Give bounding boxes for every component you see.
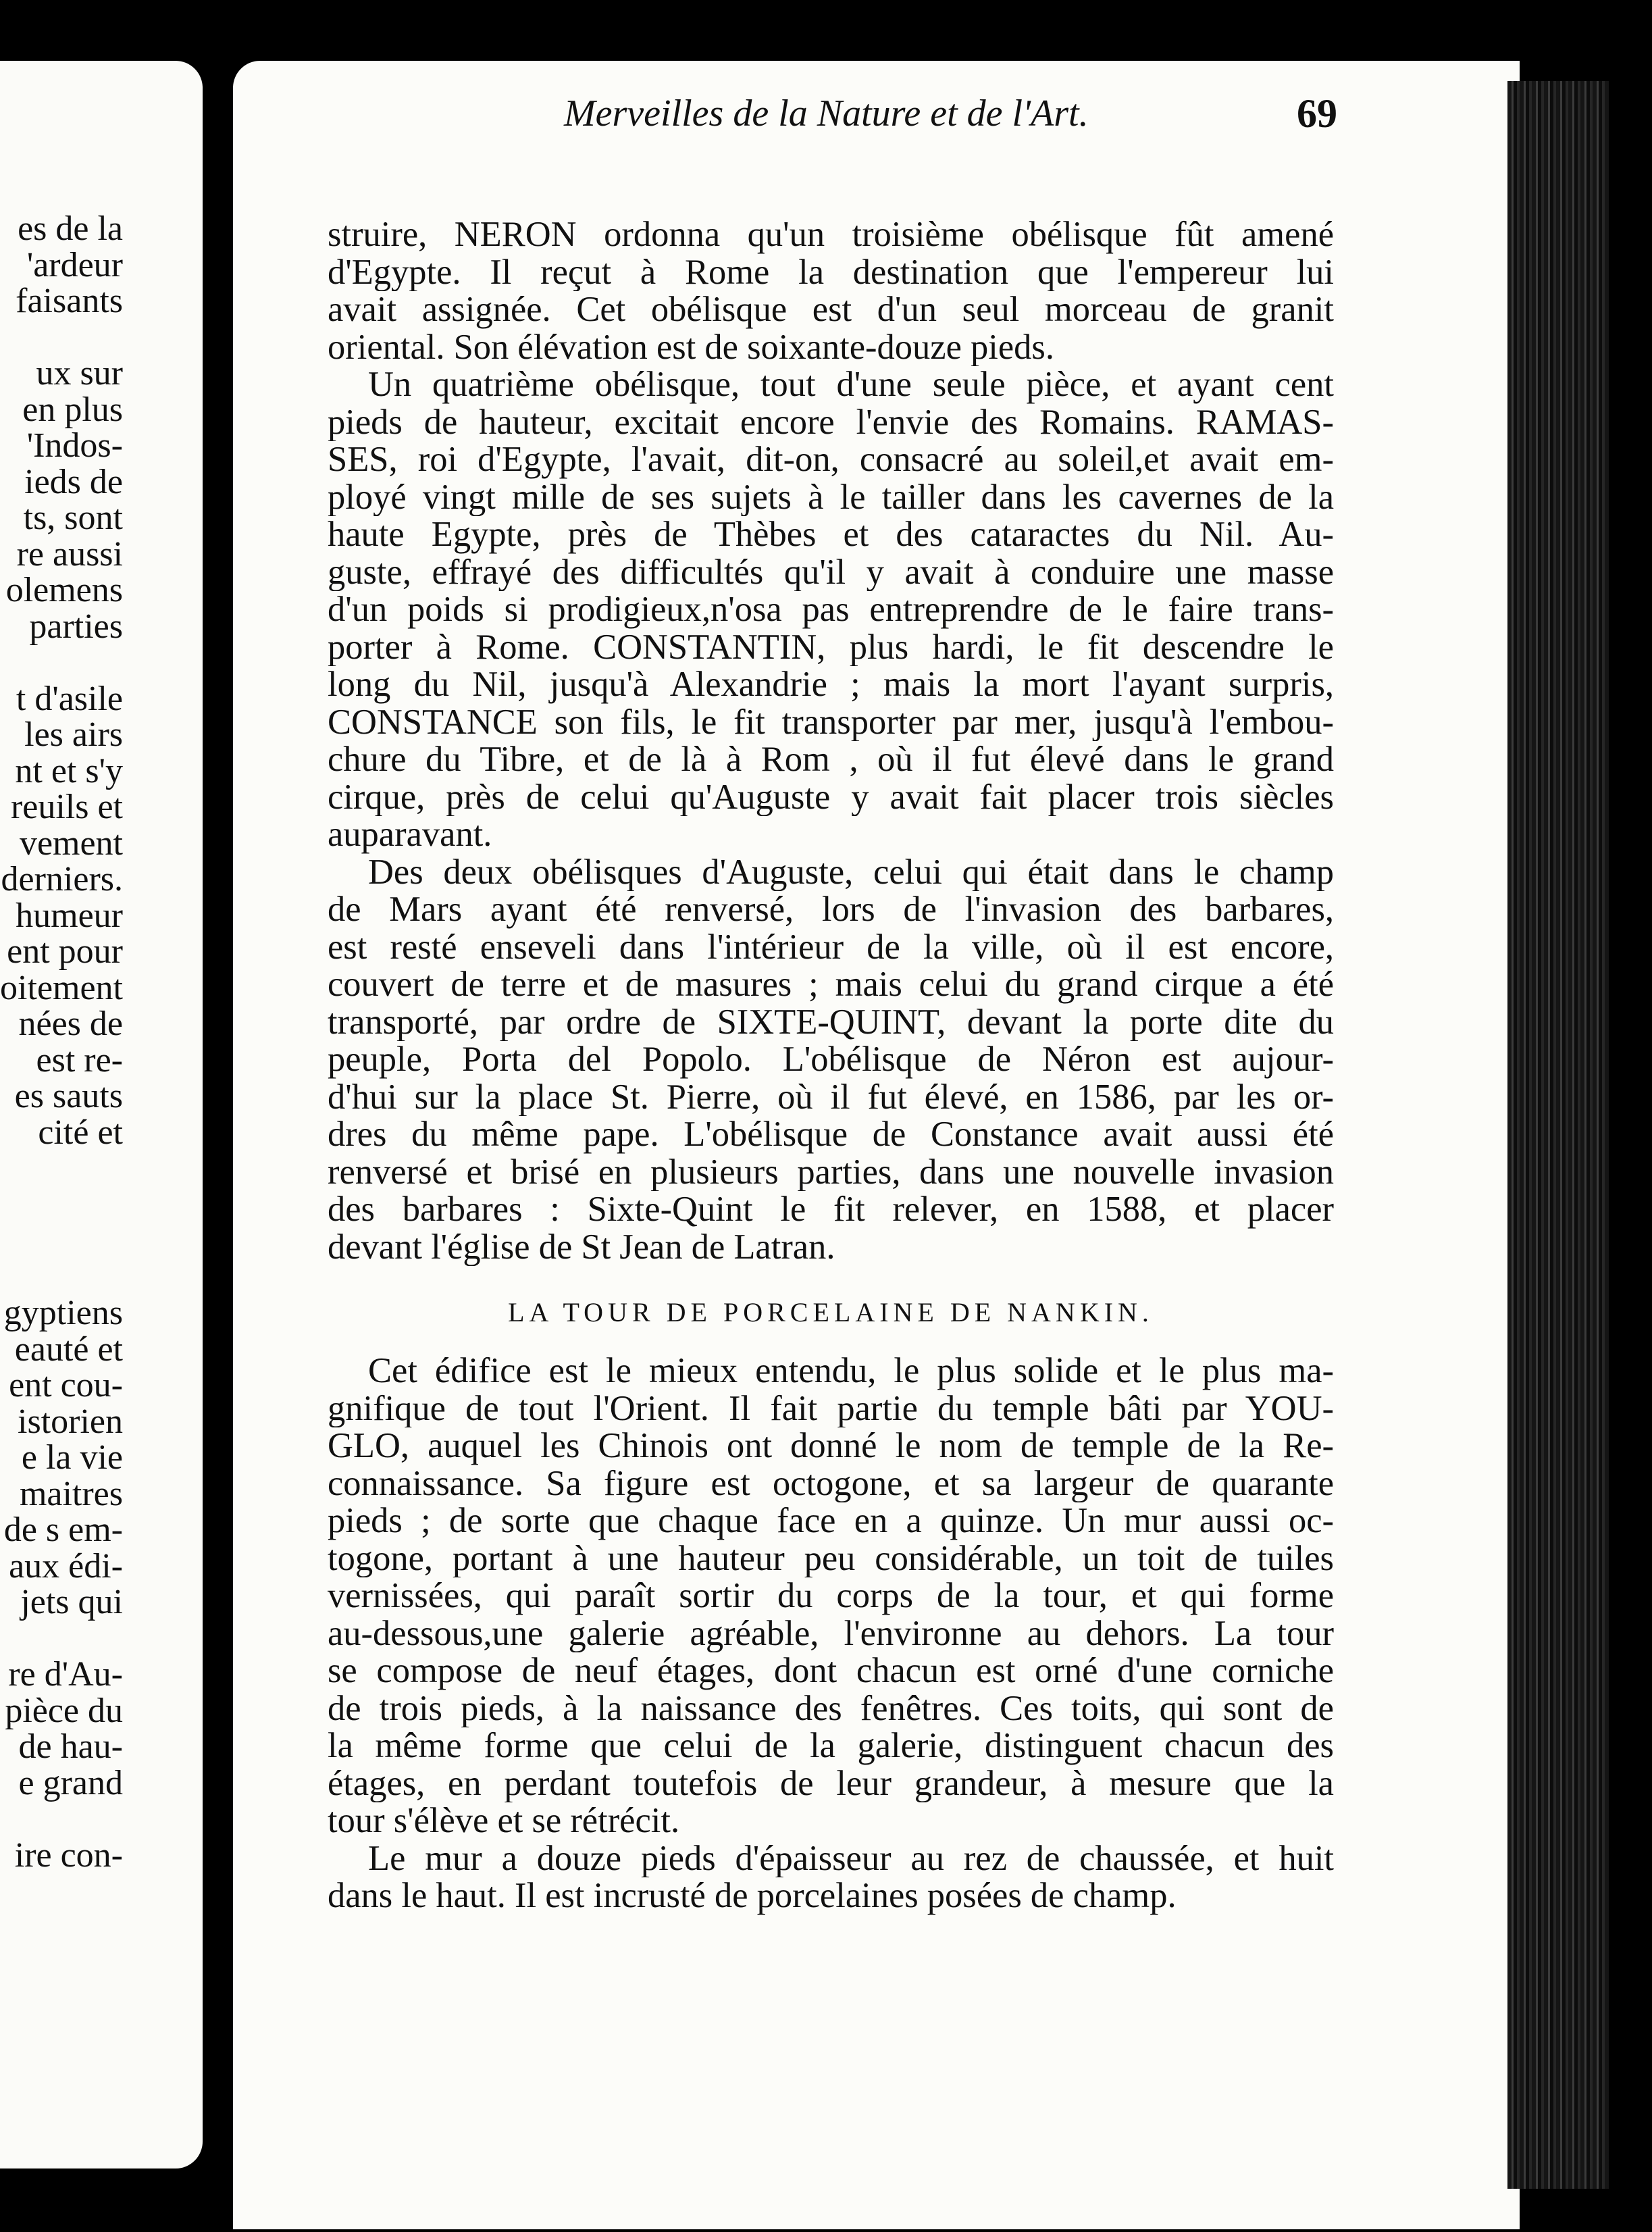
facing-page-line: derniers. <box>1 860 123 898</box>
facing-page-line: 'ardeur <box>26 245 123 284</box>
facing-page-line: est re- <box>36 1040 123 1080</box>
text-line: togone, portant à une hauteur peu considérable, un toit de tuiles <box>328 1540 1334 1577</box>
running-head: Merveilles de la Nature et de l'Art. <box>564 93 1089 134</box>
facing-page-line: maitres <box>19 1474 123 1513</box>
facing-page-line: pièce du <box>5 1691 123 1730</box>
text-line: avait assignée. Cet obélisque est d'un seul morceau de granit <box>328 291 1334 329</box>
text-line: vernissées, qui paraît sortir du corps de la tour, et qui forme <box>328 1577 1334 1615</box>
facing-page-line: faisants <box>16 282 123 320</box>
body-text <box>328 216 1334 1915</box>
facing-page-line: ent pour <box>7 932 123 971</box>
text-line: dans le haut. Il est incrusté de porcelaines posées de champ. <box>328 1877 1177 1915</box>
facing-page-line: cité et <box>38 1113 123 1152</box>
text-line: Le mur a douze pieds d'épaisseur au rez de chaussée, et huit <box>368 1840 1334 1877</box>
text-line: d'Egypte. Il reçut à Rome la destination que l'empereur lui <box>328 253 1334 291</box>
text-line: long du Nil, jusqu'à Alexandrie ; mais la mort l'ayant surpris, <box>328 666 1334 704</box>
text-line: ployé vingt mille de ses sujets à le tailler dans les cavernes de la <box>328 478 1334 516</box>
facing-page-line: 'Indos- <box>26 426 123 465</box>
text-line: guste, effrayé des difficultés qu'il y avait à conduire une masse <box>328 553 1334 591</box>
facing-page-line: re aussi <box>16 534 123 574</box>
text-line: SES, roi d'Egypte, l'avait, dit-on, consacré au soleil,et avait em- <box>328 441 1334 479</box>
facing-page-line: parties <box>29 607 123 646</box>
text-line: se compose de neuf étages, dont chacun est orné d'une corniche <box>328 1652 1334 1690</box>
text-line: couvert de terre et de masures ; mais celui du grand cirque a été <box>328 966 1334 1004</box>
facing-page-line: nt et s'y <box>15 751 123 790</box>
facing-page-line: les airs <box>24 715 123 754</box>
facing-page-line: es de la <box>18 209 123 248</box>
text-line: d'un poids si prodigieux,n'osa pas entreprendre de le faire trans- <box>328 591 1334 629</box>
text-line: renversé et brisé en plusieurs parties, dans une nouvelle invasion <box>328 1153 1334 1191</box>
facing-page-line: e la vie <box>21 1438 123 1477</box>
facing-page-fragment <box>0 61 203 2168</box>
page-header <box>331 86 1337 141</box>
section-title: LA TOUR DE PORCELAINE DE NANKIN. <box>508 1297 1154 1327</box>
facing-page-line: istorien <box>18 1402 123 1441</box>
facing-page-line: ts, sont <box>23 499 123 537</box>
text-line: auparavant. <box>328 816 492 854</box>
facing-page-line: olemens <box>5 571 123 609</box>
text-line: tour s'élève et se rétrécit. <box>328 1802 680 1840</box>
text-line: transporté, par ordre de SIXTE-QUINT, devant la porte dite du <box>328 1003 1334 1041</box>
text-line: gnifique de tout l'Orient. Il fait partie du temple bâti par YOU- <box>328 1390 1334 1427</box>
facing-page-line: humeur <box>16 896 123 935</box>
text-line: dres du même pape. L'obélisque de Constance avait aussi été <box>328 1116 1334 1154</box>
text-line: struire, NERON ordonna qu'un troisième obélisque fût amené <box>328 216 1334 254</box>
text-line: Des deux obélisques d'Auguste, celui qui était dans le champ <box>368 853 1334 891</box>
text-line: des barbares : Sixte-Quint le fit relever, en 1588, et placer <box>328 1191 1334 1229</box>
text-line: peuple, Porta del Popolo. L'obélisque de Néron est aujour- <box>328 1041 1334 1079</box>
facing-page-line: en plus <box>22 390 123 429</box>
facing-page-line: eauté et <box>14 1329 123 1369</box>
text-line: d'hui sur la place St. Pierre, où il fut élevé, en 1586, par les or- <box>328 1078 1334 1116</box>
text-line: Cet édifice est le mieux entendu, le plus solide et le plus ma- <box>368 1352 1334 1390</box>
facing-page-line: es sauts <box>14 1077 123 1115</box>
facing-page-line: nées de <box>18 1005 123 1043</box>
facing-page-line: ire con- <box>14 1835 123 1875</box>
facing-page-line: oitement <box>0 968 123 1007</box>
text-line: de Mars ayant été renversé, lors de l'invasion des barbares, <box>328 891 1334 929</box>
text-line: pieds ; de sorte que chaque face en a quinze. Un mur aussi oc- <box>328 1502 1334 1540</box>
text-line: chure du Tibre, et de là à Rom , où il fut élevé dans le grand <box>328 741 1334 779</box>
facing-page-line: reuils et <box>10 788 123 826</box>
text-line: cirque, près de celui qu'Auguste y avait fait placer trois siècles <box>328 778 1334 816</box>
text-line: Un quatrième obélisque, tout d'une seule pièce, et ayant cent <box>368 366 1334 404</box>
facing-page-line: ent cou- <box>9 1366 123 1404</box>
facing-page-line: vement <box>19 823 123 863</box>
text-line: haute Egypte, près de Thèbes et des cataractes du Nil. Au- <box>328 516 1334 554</box>
text-line: la même forme que celui de la galerie, distinguent chacun des <box>328 1727 1334 1765</box>
page-edges <box>1507 81 1609 2189</box>
text-line: est resté enseveli dans l'intérieur de la ville, où il est encore, <box>328 928 1334 966</box>
facing-page-line: gyptiens <box>3 1294 123 1332</box>
facing-page-line: re d'Au- <box>8 1655 123 1694</box>
facing-page-line: t d'asile <box>16 679 123 718</box>
facing-page-line: de hau- <box>18 1727 123 1766</box>
text-line: CONSTANCE son fils, le fit transporter par mer, jusqu'à l'embou- <box>328 703 1334 741</box>
facing-page-line: jets qui <box>20 1583 123 1621</box>
text-line: porter à Rome. CONSTANTIN, plus hardi, le fit descendre le <box>328 628 1334 666</box>
text-line: oriental. Son élévation est de soixante-douze pieds. <box>328 328 1054 366</box>
text-line: au-dessous,une galerie agréable, l'environne au dehors. La tour <box>328 1615 1334 1652</box>
page-number: 69 <box>1297 91 1337 136</box>
text-line: GLO, auquel les Chinois ont donné le nom de temple de la Re- <box>328 1427 1334 1465</box>
text-line: connaissance. Sa figure est octogone, et sa largeur de quarante <box>328 1465 1334 1502</box>
text-line: étages, en perdant toutefois de leur grandeur, à mesure que la <box>328 1765 1334 1802</box>
facing-page-line: ieds de <box>24 462 123 501</box>
text-line: pieds de hauteur, excitait encore l'envie des Romains. RAMAS- <box>328 403 1334 441</box>
facing-page-line: aux édi- <box>9 1546 123 1586</box>
facing-page-line: de s em- <box>3 1511 123 1549</box>
text-line: de trois pieds, à la naissance des fenêtres. Ces toits, qui sont de <box>328 1690 1334 1727</box>
facing-page-line: e grand <box>18 1763 123 1802</box>
text-line: devant l'église de St Jean de Latran. <box>328 1228 835 1266</box>
facing-page-line: ux sur <box>36 354 123 392</box>
